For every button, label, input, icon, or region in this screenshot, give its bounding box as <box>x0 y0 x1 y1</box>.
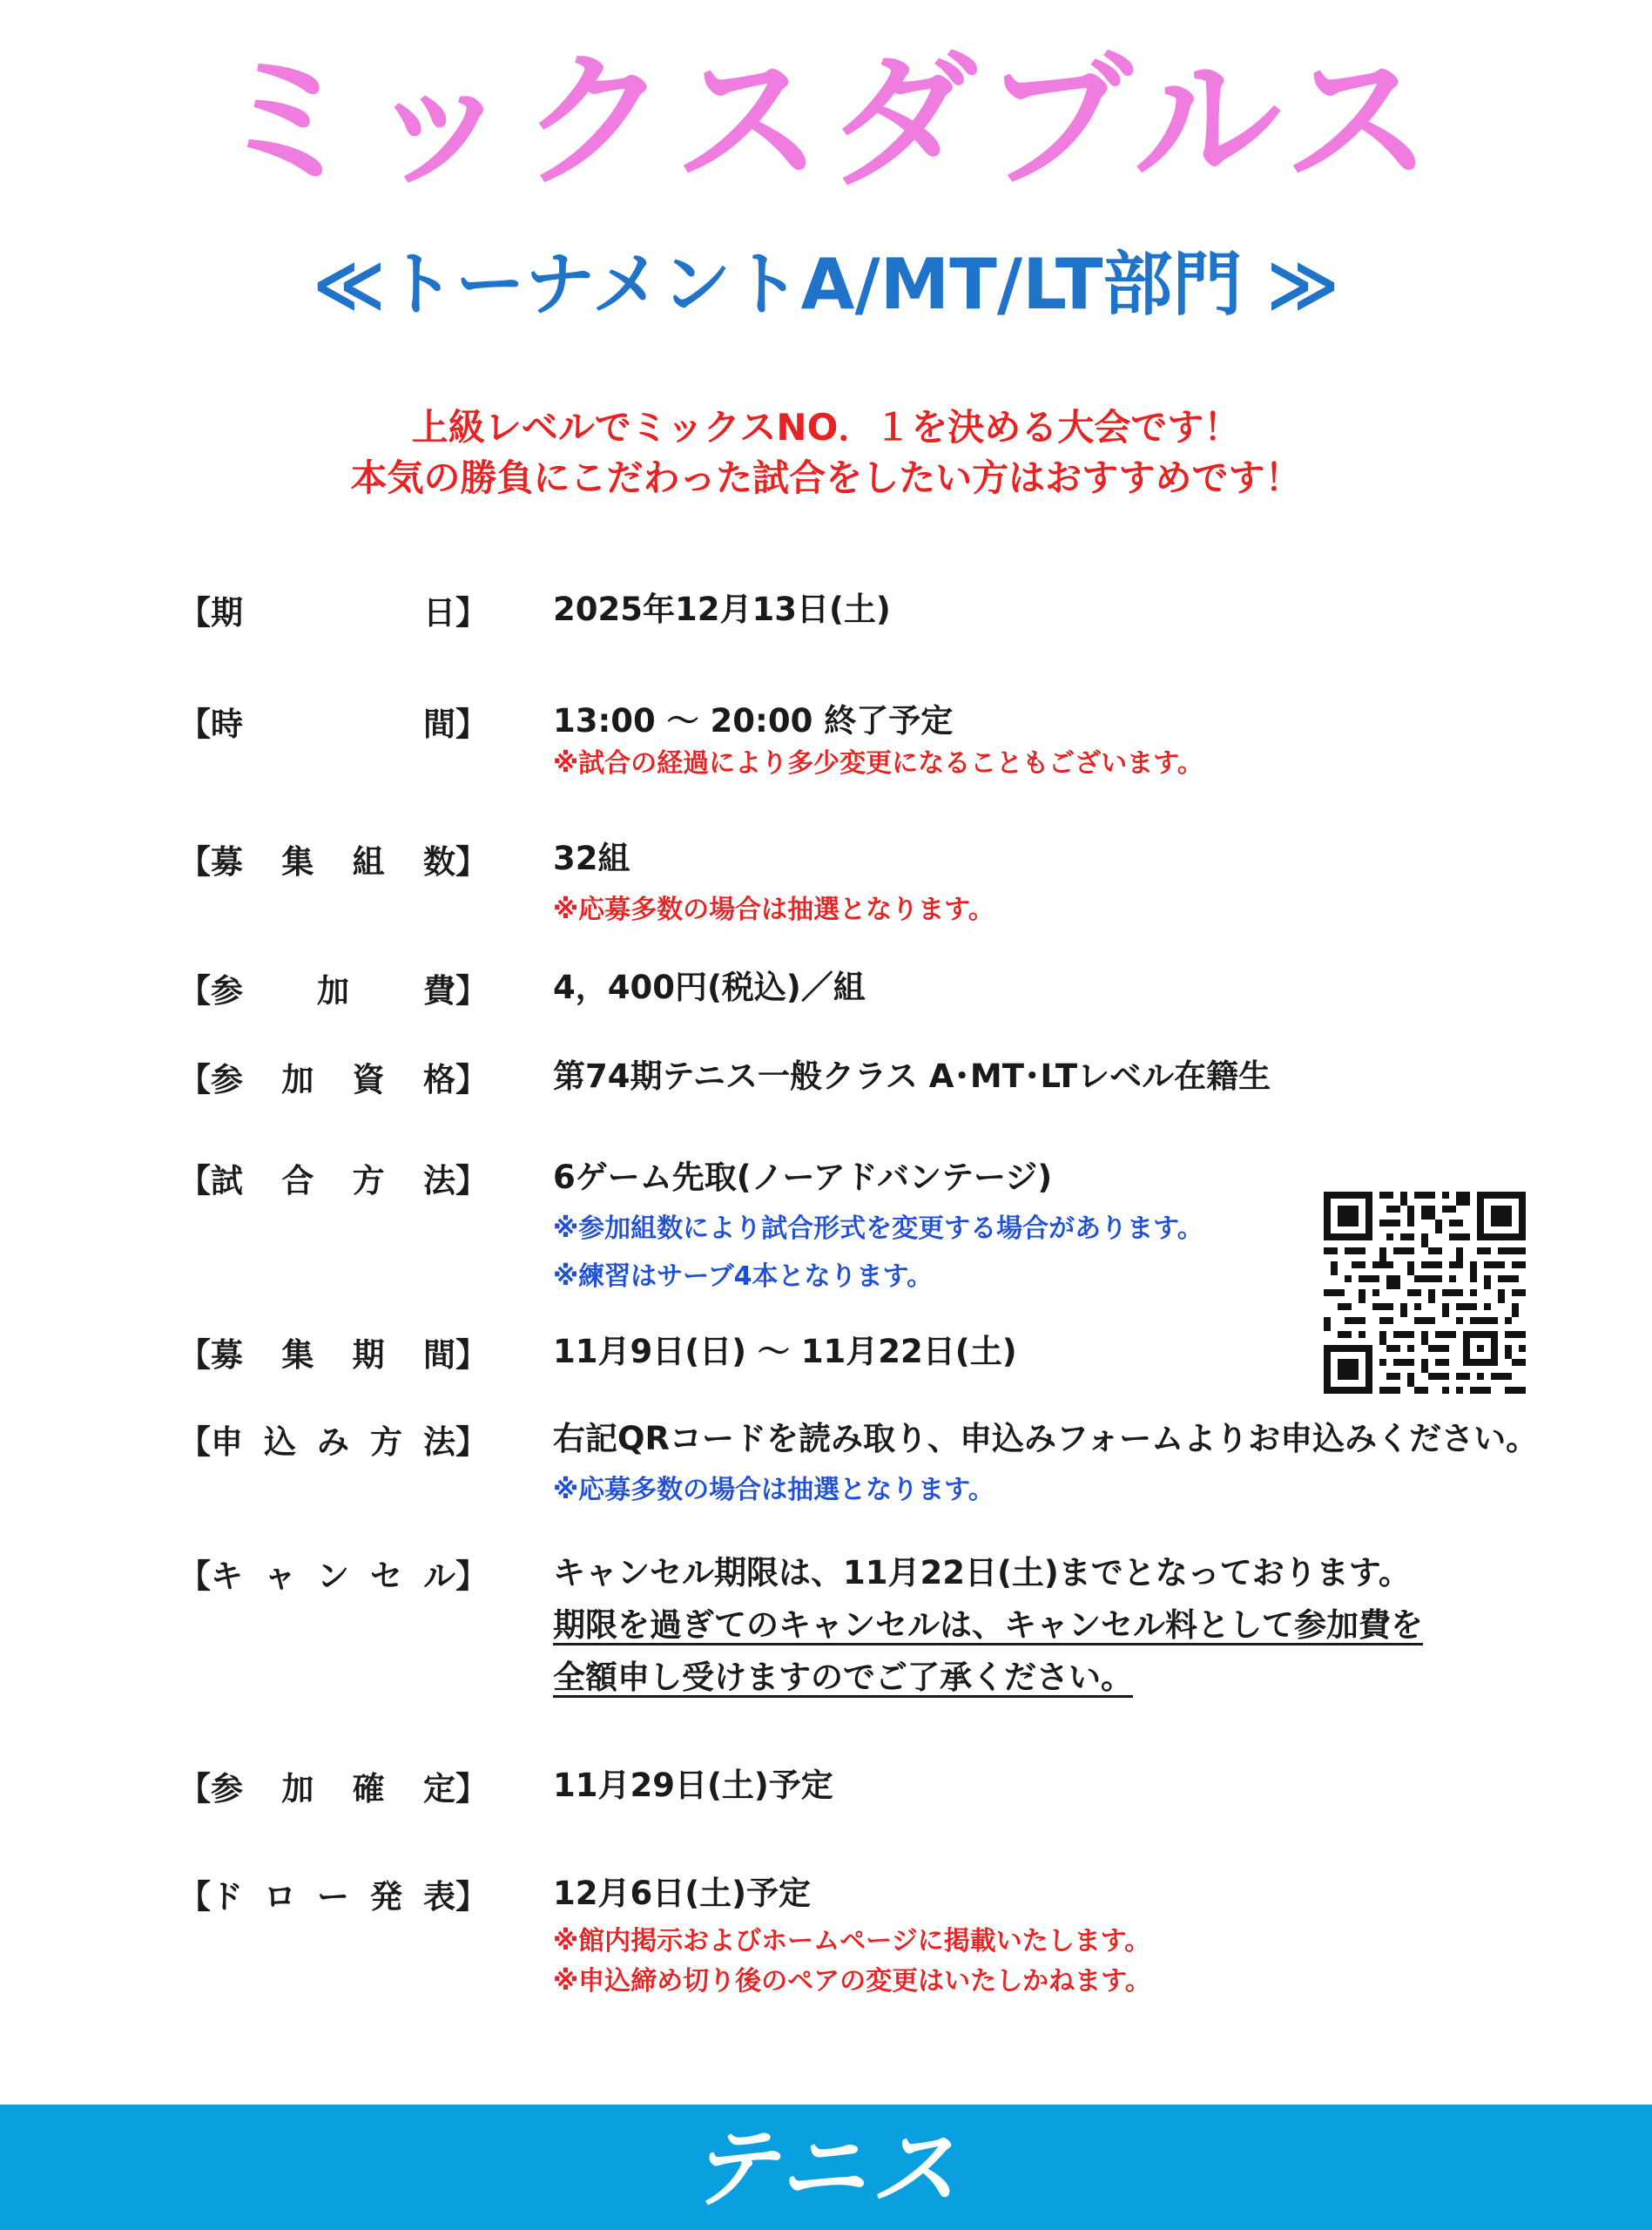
intro-line-1: 上級レベルでミックスNO．１を決める大会です！ <box>411 406 1241 449</box>
label-part: 表】 <box>423 1878 488 1916</box>
confirm-label <box>179 1761 488 1810</box>
period-label <box>179 1328 488 1376</box>
apply-value: 右記QRコードを読み取り、申込みフォームよりお申込みください。 <box>553 1420 1539 1457</box>
intro-line-2: 本気の勝負にこだわった試合をしたい方はおすすめです！ <box>350 456 1302 499</box>
label-part: セ <box>370 1558 402 1595</box>
label-part: 込 <box>264 1423 296 1461</box>
label-part: 方 <box>352 1162 385 1199</box>
label-part: 【キ <box>179 1558 243 1595</box>
cancel-line-3 <box>553 1653 1511 1702</box>
label-part: 間】 <box>422 1336 488 1374</box>
time-note: ※試合の経過により多少変更になることもございます。 <box>553 748 1204 779</box>
period-value: 11月9日(日) ～ 11月22日(土) <box>553 1333 1017 1370</box>
label-part: 【ド <box>179 1878 243 1916</box>
time-value: 13:00 ～ 20:00 終了予定 <box>553 702 954 740</box>
label-part: ャ <box>264 1558 296 1595</box>
label-part: 格】 <box>422 1061 488 1098</box>
label-part: 組 <box>352 843 385 881</box>
label-part: 方 <box>370 1423 402 1461</box>
label-part: 【参 <box>179 1770 243 1808</box>
qr-code-icon[interactable] <box>1324 1192 1526 1394</box>
label-part: ン <box>317 1558 349 1595</box>
groups-note: ※応募多数の場合は抽選となります。 <box>553 895 995 925</box>
eligibility-label <box>179 1052 488 1101</box>
draw-value: 12月6日(土)予定 <box>553 1875 812 1912</box>
label-part: 資 <box>352 1061 385 1098</box>
label-part: 加 <box>317 972 349 1010</box>
label-part: 【期 <box>179 594 243 632</box>
label-part: 法】 <box>422 1162 488 1199</box>
time-label <box>179 697 488 746</box>
label-part: 間】 <box>423 706 488 743</box>
page-subtitle: ≪トーナメントA/MT/LT部門 ≫ <box>313 244 1339 325</box>
label-part: 【申 <box>179 1423 243 1461</box>
label-part: み <box>317 1423 349 1461</box>
intro-text <box>0 402 1652 503</box>
draw-note-2: ※申込締め切り後のペアの変更はいたしかねます。 <box>553 1966 1151 1997</box>
date-label <box>179 585 488 634</box>
label-part: 【募 <box>179 843 243 881</box>
cancel-label <box>179 1549 488 1598</box>
groups-label <box>179 835 488 883</box>
footer-bar <box>0 2105 1652 2230</box>
label-part: 【参 <box>179 1061 243 1098</box>
confirm-value: 11月29日(土)予定 <box>553 1767 833 1804</box>
label-part: ー <box>317 1878 349 1916</box>
draw-note-1: ※館内掲示およびホームページに掲載いたします。 <box>553 1926 1151 1956</box>
label-part: ロ <box>264 1878 296 1916</box>
label-part: 加 <box>281 1061 314 1098</box>
label-part: 発 <box>370 1878 402 1916</box>
label-part: 日】 <box>423 594 488 632</box>
label-part: 【参 <box>179 972 243 1010</box>
label-part: ル】 <box>423 1558 488 1595</box>
format-value: 6ゲーム先取(ノーアドバンテージ) <box>553 1159 1053 1196</box>
label-part: 【試 <box>179 1162 243 1199</box>
cancel-line-2 <box>553 1601 1511 1650</box>
cancel-line-1: キャンセル期限は、11月22日(土)までとなっております。 <box>553 1554 1411 1591</box>
cancel-line-3-text: 全額申し受けますのでご了承ください。 <box>553 1659 1133 1696</box>
label-part: 費】 <box>423 972 488 1010</box>
label-part: 加 <box>281 1770 314 1808</box>
label-part: 数】 <box>422 843 488 881</box>
label-part: 【時 <box>179 706 243 743</box>
groups-value: 32組 <box>553 840 630 877</box>
date-value: 2025年12月13日(土) <box>553 591 891 628</box>
label-part: 合 <box>281 1162 314 1199</box>
fee-label <box>179 963 488 1012</box>
label-part: 定】 <box>422 1770 488 1808</box>
draw-label <box>179 1869 488 1918</box>
apply-label <box>179 1415 488 1463</box>
footer-logo: テニス <box>689 2118 963 2220</box>
page-title: ミックスダブルス <box>212 36 1439 208</box>
format-note-1: ※参加組数により試合形式を変更する場合があります。 <box>553 1213 1204 1244</box>
format-note-2: ※練習はサーブ4本となります。 <box>553 1261 934 1292</box>
label-part: 集 <box>281 843 314 881</box>
format-label <box>179 1153 488 1202</box>
label-part: 確 <box>352 1770 385 1808</box>
label-part: 法】 <box>423 1423 488 1461</box>
eligibility-value: 第74期テニス一般クラス A･MT･LTレベル在籍生 <box>553 1058 1271 1095</box>
label-part: 集 <box>281 1336 314 1374</box>
apply-note: ※応募多数の場合は抽選となります。 <box>553 1475 995 1505</box>
label-part: 期 <box>352 1336 385 1374</box>
cancel-line-2-text: 期限を過ぎてのキャンセルは、キャンセル料として参加費を <box>553 1606 1423 1644</box>
fee-value: 4，400円(税込)／組 <box>553 969 866 1006</box>
label-part: 【募 <box>179 1336 243 1374</box>
